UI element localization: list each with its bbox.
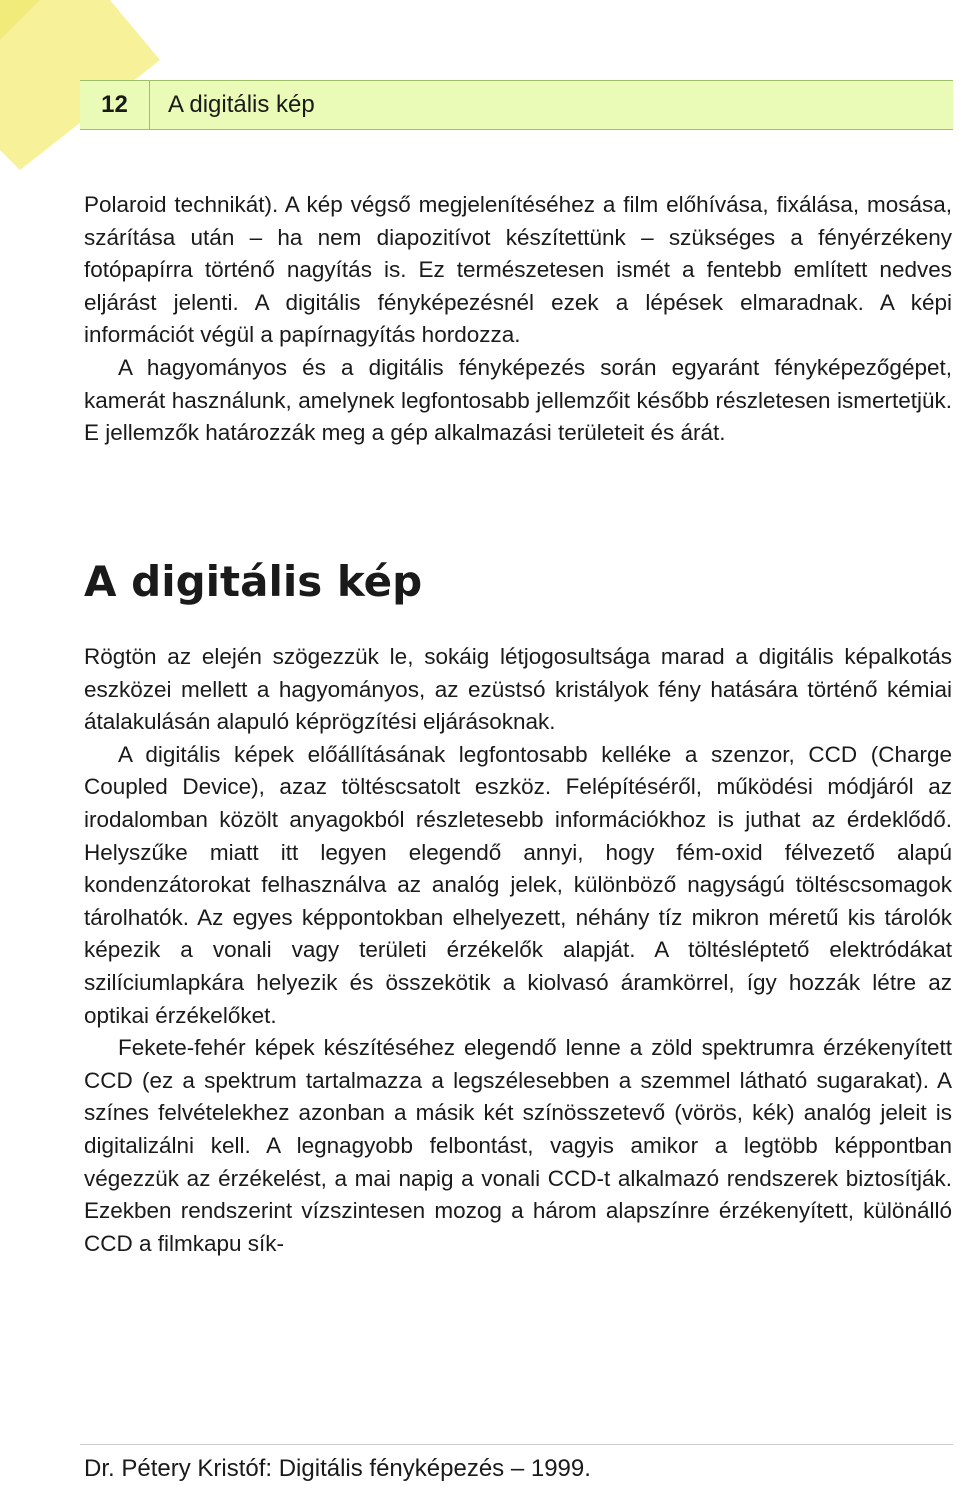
running-title: A digitális kép: [168, 91, 315, 118]
intro-paragraph-1: Polaroid technikát). A kép végső megjelenítéséhez a film előhívása, fixálása, mosása, szárítása után – ha nem diapozitívot készítettünk – szükséges a fényérzékeny fotópapírra történő nagyítás is. Ez természetesen ismét a fentebb említett nedves eljárást jelenti. A digitális fényképezésnél ezek a lépések elmaradnak. A képi információt végül a papírnagyítás hordozza.: [84, 192, 952, 348]
section-heading: A digitális kép: [84, 557, 423, 606]
page-header: [80, 80, 953, 130]
intro-paragraph-2: A hagyományos és a digitális fényképezés során egyaránt fényképezőgépet, kamerát használunk, amelynek legfontosabb jellemzőit később részletesen ismertetjük. E jellemzők határozzák meg a gép alkalmazási területeit és árát.: [84, 354, 952, 446]
footer-divider: [80, 1444, 953, 1445]
section-paragraph-3: Fekete-fehér képek készítéséhez elegendő lenne a zöld spektrumra érzékenyített CCD (ez a spektrum tartalmazza a legszélesebben a szemmel látható sugarakat). A színes felvételekhez azonban a másik két színösszetevő (vörös, kék) analóg jeleit is digitalizálni kell. A legnagyobb felbontást, vagyis amikor a legtöbb képpontban végezzük az érzékelést, a mai napig a vonali CCD-t alkalmazó rendszerek biztosítják. Ezekben rendszerint vízszintesen mozog a három alapszínre érzékenyített, különálló CCD a filmkapu sík-: [84, 1035, 952, 1256]
section-text: [84, 641, 952, 1260]
intro-text: [84, 189, 952, 450]
section-paragraph-1: Rögtön az elején szögezzük le, sokáig létjogosultsága marad a digitális képalkotás eszközei mellett a hagyományos, az ezüstsó kristályok fény hatására történő kémiai átalakulásán alapuló képrögzítési eljárásoknak.: [84, 644, 952, 735]
page-footer: Dr. Pétery Kristóf: Digitális fényképezés – 1999.: [84, 1455, 591, 1482]
page-number: 12: [80, 81, 150, 129]
section-paragraph-2: A digitális képek előállításának legfontosabb kelléke a szenzor, CCD (Charge Coupled Device), azaz töltéscsatolt eszköz. Felépítéséről, működési módjáról az irodalomban közölt anyagokból részletesebb információkhoz is juthat az érdeklődő. Helyszűke miatt itt legyen elegendő annyi, hogy fém-oxid félvezető alapú kondenzátorokat felhasználva az analóg jelek, különböző nagyságú töltéscsomagok tárolhatók. Az egyes képpontokban elhelyezett, néhány tíz mikron méretű kis tárolók képezik a vonali vagy területi érzékelők alapját. A töltésléptető elektródákat szilíciumlapkára helyezik és összekötik a kiolvasó áramkörrel, így hozzák létre az optikai érzékelőket.: [84, 741, 952, 1028]
